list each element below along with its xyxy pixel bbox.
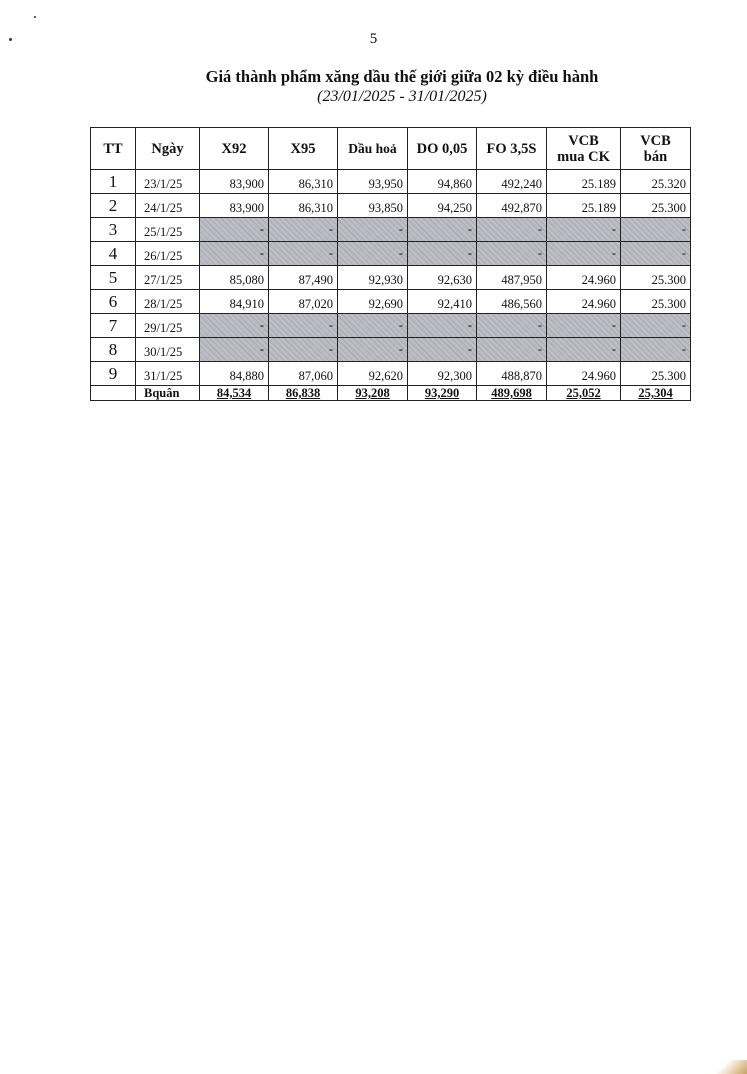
table-row	[91, 242, 691, 266]
cell-x92: -	[200, 218, 269, 242]
cell-vcb-sell: 25.300	[621, 266, 691, 290]
cell-date: 28/1/25	[136, 290, 200, 314]
cell-x95: -	[269, 338, 338, 362]
cell-vcb-sell: 25.300	[621, 362, 691, 386]
cell-tt: 8	[91, 338, 136, 362]
cell-do: 94,860	[408, 170, 477, 194]
cell-date: 25/1/25	[136, 218, 200, 242]
cell-date: 27/1/25	[136, 266, 200, 290]
header-kerosene: Dầu hoả	[338, 128, 408, 170]
cell-x95: 87,060	[269, 362, 338, 386]
cell-date: 26/1/25	[136, 242, 200, 266]
cell-kerosene: 92,620	[338, 362, 408, 386]
header-date: Ngày	[136, 128, 200, 170]
cell-x92: -	[200, 314, 269, 338]
cell-tt: 5	[91, 266, 136, 290]
cell-do: 92,630	[408, 266, 477, 290]
cell-vcb-buy: -	[547, 314, 621, 338]
cell-kerosene: 92,930	[338, 266, 408, 290]
cell-vcb-sell: 25.320	[621, 170, 691, 194]
cell-kerosene: -	[338, 314, 408, 338]
cell-vcb-sell: -	[621, 314, 691, 338]
cell-kerosene: 92,690	[338, 290, 408, 314]
cell-fo: -	[477, 218, 547, 242]
cell-kerosene: -	[338, 338, 408, 362]
cell-tt: 2	[91, 194, 136, 218]
cell-tt: 3	[91, 218, 136, 242]
cell-tt: 1	[91, 170, 136, 194]
cell-date: 29/1/25	[136, 314, 200, 338]
cell-fo: -	[477, 338, 547, 362]
cell-fo: 486,560	[477, 290, 547, 314]
cell-tt: 9	[91, 362, 136, 386]
cell-x95: -	[269, 218, 338, 242]
header-fo: FO 3,5S	[477, 128, 547, 170]
cell-vcb-buy: 24.960	[547, 362, 621, 386]
cell-x92: 83,900	[200, 194, 269, 218]
average-row	[91, 386, 691, 401]
cell-x95: 87,490	[269, 266, 338, 290]
cell-x92: -	[200, 338, 269, 362]
table-row	[91, 338, 691, 362]
cell-x92: 84,880	[200, 362, 269, 386]
cell-kerosene: 93,850	[338, 194, 408, 218]
document-period: (23/01/2025 - 31/01/2025)	[317, 88, 487, 105]
cell-x95: 87,020	[269, 290, 338, 314]
cell-x92: 84,910	[200, 290, 269, 314]
cell-do: 92,410	[408, 290, 477, 314]
cell-tt: 6	[91, 290, 136, 314]
cell-vcb-sell: -	[621, 218, 691, 242]
cell-do: -	[408, 218, 477, 242]
header-vcb-buy	[547, 128, 621, 170]
cell-date: 30/1/25	[136, 338, 200, 362]
cell-x92: 83,900	[200, 170, 269, 194]
avg-kerosene: 93,208	[338, 386, 408, 401]
avg-vcb-sell: 25,304	[621, 386, 691, 401]
avg-do: 93,290	[408, 386, 477, 401]
table-row	[91, 290, 691, 314]
table-header-row	[91, 128, 691, 170]
cell-fo: 492,870	[477, 194, 547, 218]
cell-x92: -	[200, 242, 269, 266]
cell-x95: 86,310	[269, 194, 338, 218]
cell-do: -	[408, 314, 477, 338]
header-vcb-buy-line2: mua CK	[557, 148, 610, 165]
cell-date: 31/1/25	[136, 362, 200, 386]
header-x95: X95	[269, 128, 338, 170]
page-corner-shadow	[707, 1060, 747, 1074]
cell-do: -	[408, 242, 477, 266]
cell-tt: 7	[91, 314, 136, 338]
cell-vcb-sell: 25.300	[621, 194, 691, 218]
cell-vcb-buy: -	[547, 218, 621, 242]
cell-fo: -	[477, 242, 547, 266]
cell-vcb-sell: 25.300	[621, 290, 691, 314]
cell-vcb-buy: 24.960	[547, 266, 621, 290]
scan-speck	[34, 16, 36, 18]
cell-vcb-buy: 25.189	[547, 194, 621, 218]
price-table	[90, 127, 691, 401]
cell-date: 23/1/25	[136, 170, 200, 194]
cell-do: 92,300	[408, 362, 477, 386]
cell-x95: 86,310	[269, 170, 338, 194]
document-title: Giá thành phẩm xăng dầu thế giới giữa 02 kỳ điều hành	[205, 67, 599, 86]
avg-x92: 84,534	[200, 386, 269, 401]
cell-vcb-sell: -	[621, 338, 691, 362]
header-vcb-sell-line1: VCB	[640, 132, 671, 149]
cell-fo: 492,240	[477, 170, 547, 194]
cell-tt: 4	[91, 242, 136, 266]
avg-x95: 86,838	[269, 386, 338, 401]
avg-vcb-buy: 25,052	[547, 386, 621, 401]
cell-kerosene: -	[338, 242, 408, 266]
table-row	[91, 194, 691, 218]
cell-vcb-sell: -	[621, 242, 691, 266]
header-tt: TT	[91, 128, 136, 170]
cell-vcb-buy: -	[547, 242, 621, 266]
table-row	[91, 314, 691, 338]
cell-fo: 488,870	[477, 362, 547, 386]
header-vcb-sell	[621, 128, 691, 170]
header-vcb-sell-line2: bán	[643, 148, 668, 165]
cell-do: 94,250	[408, 194, 477, 218]
cell-x95: -	[269, 314, 338, 338]
avg-fo: 489,698	[477, 386, 547, 401]
cell-x95: -	[269, 242, 338, 266]
cell-fo: -	[477, 314, 547, 338]
cell-date: 24/1/25	[136, 194, 200, 218]
cell-x92: 85,080	[200, 266, 269, 290]
cell-do: -	[408, 338, 477, 362]
table-row	[91, 218, 691, 242]
cell-vcb-buy: 24.960	[547, 290, 621, 314]
table-row	[91, 266, 691, 290]
page-number: 5	[369, 31, 378, 47]
table-row	[91, 362, 691, 386]
cell-vcb-buy: -	[547, 338, 621, 362]
cell-tt-empty	[91, 386, 136, 401]
table-row	[91, 170, 691, 194]
header-x92: X92	[200, 128, 269, 170]
header-vcb-buy-line1: VCB	[568, 132, 599, 149]
cell-kerosene: -	[338, 218, 408, 242]
cell-fo: 487,950	[477, 266, 547, 290]
cell-vcb-buy: 25.189	[547, 170, 621, 194]
average-label: Bquân	[136, 386, 200, 401]
cell-kerosene: 93,950	[338, 170, 408, 194]
header-do: DO 0,05	[408, 128, 477, 170]
